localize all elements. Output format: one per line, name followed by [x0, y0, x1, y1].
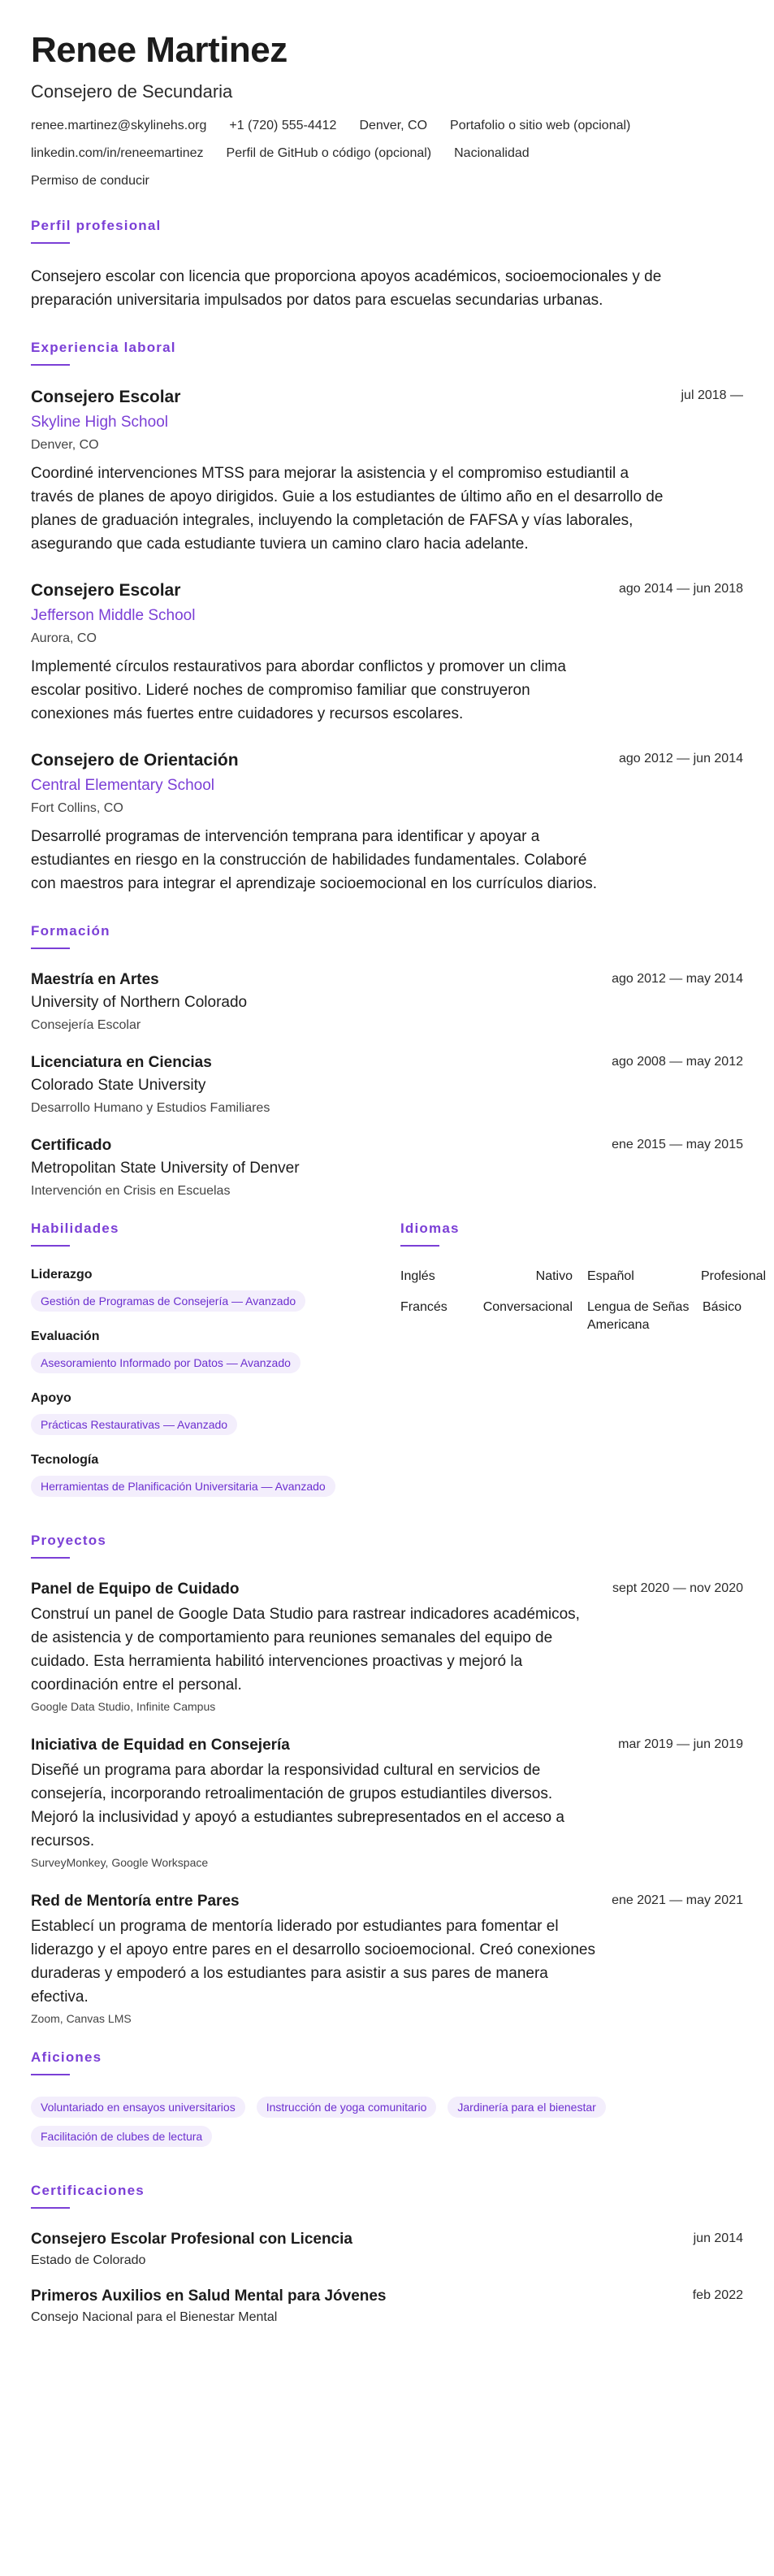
- job-company: Central Elementary School: [31, 777, 214, 794]
- project-title: Panel de Equipo de Cuidado: [31, 1581, 240, 1598]
- project-technologies: Zoom, Canvas LMS: [31, 2012, 132, 2025]
- hobbies-list: [31, 2097, 729, 2147]
- education-date: ago 2012 — may 2014: [612, 972, 743, 986]
- section-heading: Idiomas: [400, 1221, 460, 1236]
- language-name: Español: [587, 1269, 634, 1283]
- project-description: Construí un panel de Google Data Studio para rastrear indicadores académicos, de asistencia y de comportamiento para reuniones semanales del equipo de cuidado. Esta herramienta habilitó intervenciones proactivas y mejoró la coordinación entre el personal.: [31, 1606, 580, 1693]
- skill-category: Apoyo: [31, 1391, 71, 1405]
- section-divider: [31, 2074, 70, 2075]
- job-location: Fort Collins, CO: [31, 801, 123, 815]
- job-date: ago 2012 — jun 2014: [618, 752, 743, 765]
- skill-group: [31, 1329, 400, 1391]
- language-name: Inglés: [400, 1269, 435, 1283]
- skills-languages-section: [31, 1221, 767, 1515]
- certification-date: feb 2022: [692, 2288, 743, 2302]
- languages-list: [400, 1268, 767, 1334]
- education-school: Colorado State University: [31, 1077, 206, 1094]
- section-heading: Perfil profesional: [31, 218, 162, 233]
- section-divider: [31, 242, 70, 244]
- certification-entry: [31, 2287, 743, 2326]
- education-entry: [31, 970, 743, 1034]
- education-date: ene 2015 — may 2015: [612, 1138, 743, 1151]
- education-school: Metropolitan State University of Denver: [31, 1160, 300, 1177]
- section-heading: Experiencia laboral: [31, 340, 176, 355]
- hobby-pill: Voluntariado en ensayos universitarios: [31, 2097, 245, 2118]
- contact-github[interactable]: Perfil de GitHub o código (opcional): [226, 146, 432, 160]
- job-title: Consejero Escolar: [31, 581, 181, 600]
- certification-issuer: Estado de Colorado: [31, 2253, 146, 2267]
- language-level: Básico: [702, 1300, 742, 1314]
- project-entry: [31, 1580, 743, 1713]
- project-date: ene 2021 — may 2021: [612, 1893, 743, 1907]
- projects-section: [31, 1533, 743, 2025]
- education-entry: [31, 1136, 743, 1199]
- project-title: Iniciativa de Equidad en Consejería: [31, 1737, 290, 1754]
- hobby-pill: Instrucción de yoga comunitario: [257, 2097, 437, 2118]
- job-location: Denver, CO: [31, 438, 99, 452]
- candidate-title: Consejero de Secundaria: [31, 81, 233, 102]
- skill-group: [31, 1453, 400, 1515]
- project-technologies: Google Data Studio, Infinite Campus: [31, 1700, 216, 1713]
- hobby-pill: Facilitación de clubes de lectura: [31, 2126, 212, 2147]
- skill-category: Liderazgo: [31, 1268, 93, 1281]
- project-title: Red de Mentoría entre Pares: [31, 1893, 240, 1910]
- certification-issuer: Consejo Nacional para el Bienestar Mental: [31, 2310, 278, 2324]
- language-name: Francés: [400, 1300, 448, 1314]
- certifications-section: [31, 2183, 743, 2326]
- job-date: ago 2014 — jun 2018: [618, 582, 743, 596]
- section-divider: [31, 1557, 70, 1559]
- project-entry: [31, 1736, 743, 1869]
- hobby-pill: Jardinería para el bienestar: [448, 2097, 605, 2118]
- skill-group: [31, 1268, 400, 1329]
- language-level: Conversacional: [482, 1300, 573, 1314]
- contact-linkedin[interactable]: linkedin.com/in/reneemartinez: [31, 146, 204, 160]
- job-location: Aurora, CO: [31, 631, 97, 645]
- skill-pill: Asesoramiento Informado por Datos — Avanzado: [31, 1352, 301, 1373]
- project-date: mar 2019 — jun 2019: [618, 1737, 743, 1751]
- job-company: Jefferson Middle School: [31, 607, 196, 624]
- resume-header: [31, 31, 743, 190]
- skill-pill: Herramientas de Planificación Universitaria — Avanzado: [31, 1476, 335, 1497]
- candidate-name: Renee Martinez: [31, 30, 288, 70]
- job-title: Consejero de Orientación: [31, 751, 239, 770]
- language-level: Profesional: [701, 1269, 767, 1283]
- language-name: Lengua de Señas Americana: [587, 1300, 690, 1332]
- profile-summary: Consejero escolar con licencia que proporciona apoyos académicos, socioemocionales y de preparación universitaria impulsados por datos para escuelas secundarias urbanas.: [31, 268, 662, 309]
- education-degree: Certificado: [31, 1137, 112, 1154]
- skills-column: [31, 1221, 400, 1515]
- section-heading: Habilidades: [31, 1221, 119, 1236]
- certification-date: jun 2014: [693, 2231, 743, 2245]
- section-divider: [31, 948, 70, 949]
- education-section: [31, 923, 743, 1199]
- project-description: Diseñé un programa para abordar la responsividad cultural en servicios de consejería, incorporando retroalimentación de grupos estudiantiles diversos. Mejoró la inclusividad y apoyó a estudiantes subrepresentados en el acceso a recursos.: [31, 1762, 564, 1850]
- section-heading: Aficiones: [31, 2049, 102, 2065]
- education-degree: Maestría en Artes: [31, 971, 159, 988]
- contact-location: Denver, CO: [359, 119, 428, 132]
- job-date: jul 2018 —: [681, 388, 743, 402]
- job-company: Skyline High School: [31, 414, 168, 431]
- job-description: Desarrollé programas de intervención temprana para identificar y apoyar a estudiantes en riesgo en la construcción de habilidades fundamentales. Colaboré con maestros para integrar el aprendizaje socioemocional en los currículos diarios.: [31, 828, 598, 892]
- job-entry: [31, 580, 743, 726]
- job-description: Coordiné intervenciones MTSS para mejorar la asistencia y el compromiso estudiantil a través de planes de apoyo dirigidos. Guie a los estudiantes de último año en el desarrollo de planes de graduación integrales, incluyendo la completación de FAFSA y vías laborales, asegurando que cada estudiante tuviera un camino claro hacia adelante.: [31, 465, 664, 553]
- language-level: Nativo: [535, 1269, 573, 1283]
- profile-section: [31, 218, 743, 312]
- job-title: Consejero Escolar: [31, 388, 181, 406]
- section-divider: [31, 2207, 70, 2209]
- contact-portfolio[interactable]: Portafolio o sitio web (opcional): [450, 119, 631, 132]
- certification-name: Primeros Auxilios en Salud Mental para Jóvenes: [31, 2288, 387, 2305]
- education-school: University of Northern Colorado: [31, 994, 248, 1011]
- project-date: sept 2020 — nov 2020: [612, 1581, 743, 1595]
- skill-pill: Prácticas Restaurativas — Avanzado: [31, 1414, 237, 1435]
- education-degree: Licenciatura en Ciencias: [31, 1054, 212, 1071]
- education-entry: [31, 1053, 743, 1117]
- section-divider: [400, 1245, 439, 1247]
- project-description: Establecí un programa de mentoría liderado por estudiantes para fomentar el liderazgo y el apoyo entre pares en el desarrollo socioemocional. Creó conexiones duraderas y empoderó a los estudiantes para asistir a sus pares de manera efectiva.: [31, 1918, 595, 2006]
- certification-entry: [31, 2230, 743, 2269]
- contact-info: [31, 117, 743, 190]
- section-divider: [31, 364, 70, 366]
- job-description: Implementé círculos restaurativos para abordar conflictos y promover un clima escolar positivo. Lideré noches de compromiso familiar que construyeron conexiones más fuertes entre cuidadores y recursos escolares.: [31, 658, 566, 722]
- certification-name: Consejero Escolar Profesional con Licencia: [31, 2231, 352, 2248]
- contact-nationality: Nacionalidad: [454, 146, 530, 160]
- skill-category: Evaluación: [31, 1329, 100, 1343]
- languages-column: [400, 1221, 767, 1515]
- education-field: Intervención en Crisis en Escuelas: [31, 1184, 231, 1198]
- skill-category: Tecnología: [31, 1453, 99, 1467]
- section-heading: Certificaciones: [31, 2183, 145, 2198]
- project-entry: [31, 1892, 743, 2025]
- section-divider: [31, 1245, 70, 1247]
- project-technologies: SurveyMonkey, Google Workspace: [31, 1856, 209, 1869]
- job-entry: [31, 387, 743, 556]
- contact-phone[interactable]: +1 (720) 555-4412: [229, 119, 337, 132]
- skill-group: [31, 1391, 400, 1453]
- job-entry: [31, 750, 743, 896]
- section-heading: Proyectos: [31, 1533, 107, 1548]
- contact-driving-license: Permiso de conducir: [31, 174, 149, 188]
- skill-pill: Gestión de Programas de Consejería — Avanzado: [31, 1290, 305, 1312]
- contact-email[interactable]: renee.martinez@skylinehs.org: [31, 119, 207, 132]
- education-date: ago 2008 — may 2012: [612, 1055, 743, 1069]
- section-heading: Formación: [31, 923, 110, 939]
- experience-section: [31, 340, 743, 896]
- hobbies-section: [31, 2049, 743, 2147]
- education-field: Consejería Escolar: [31, 1018, 141, 1032]
- education-field: Desarrollo Humano y Estudios Familiares: [31, 1101, 270, 1115]
